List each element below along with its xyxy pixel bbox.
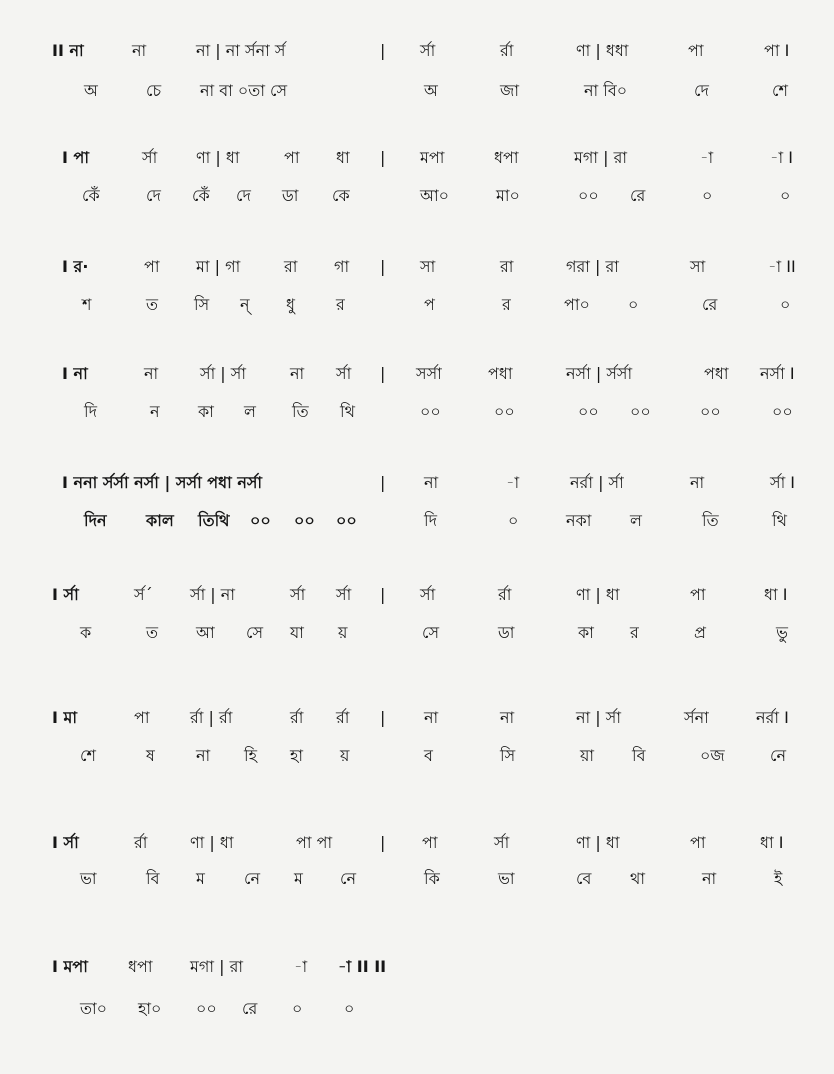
- note: র্সা: [142, 148, 158, 167]
- lyric: হা: [290, 746, 304, 765]
- notes-row: [0, 359, 834, 389]
- lyrics-row: [0, 618, 834, 648]
- lyric: কি: [424, 869, 440, 888]
- note: -া: [294, 957, 308, 976]
- lyric: ল: [630, 511, 642, 530]
- lyric: ভা: [80, 869, 97, 888]
- measure-bar: |: [380, 708, 386, 727]
- measure-bar: |: [380, 257, 386, 276]
- note: র্সা: [290, 585, 306, 604]
- lyric: হি: [244, 746, 257, 765]
- lyric: ধু: [286, 295, 295, 314]
- note: ধা I: [764, 585, 788, 604]
- note: I পা: [62, 148, 90, 167]
- lyric: আ: [196, 623, 215, 642]
- lyric: ০০: [772, 402, 793, 421]
- lyric: ডা: [282, 186, 299, 205]
- lyric: র: [630, 623, 639, 642]
- note: -া: [700, 148, 714, 167]
- note: নর্সা I: [760, 364, 795, 383]
- note: রা: [500, 257, 514, 276]
- lyric: র: [502, 295, 511, 314]
- lyric: রে: [702, 295, 718, 314]
- note: I র্সা: [52, 833, 79, 852]
- lyric: অ: [424, 81, 438, 100]
- lyric: প: [424, 295, 435, 314]
- lyric: কাল: [146, 511, 174, 530]
- note: র্সা: [336, 585, 352, 604]
- measure-bar: |: [380, 833, 386, 852]
- note: পা: [422, 833, 438, 852]
- lyric: সে: [422, 623, 440, 642]
- note: II না: [52, 41, 84, 60]
- lyric: ০: [292, 999, 303, 1018]
- lyric: ন্: [240, 295, 250, 314]
- lyric: ন: [150, 402, 160, 421]
- lyric: পা০: [564, 295, 590, 314]
- lyric: নে: [244, 869, 261, 888]
- lyrics-row: [0, 397, 834, 427]
- note: পা I: [764, 41, 790, 60]
- lyric: ০: [344, 999, 355, 1018]
- lyric: না বা ০তা সে: [200, 81, 288, 100]
- lyric: সে: [246, 623, 264, 642]
- lyric: ম: [294, 869, 303, 888]
- note: -া: [506, 473, 520, 492]
- note: গরা | রা: [566, 257, 619, 276]
- note: র্সা | র্সা: [200, 364, 246, 383]
- note: র্রা: [498, 585, 512, 604]
- note: র্সনা: [684, 708, 709, 727]
- lyric: ০০: [420, 402, 441, 421]
- note: র্সা | না: [190, 585, 235, 604]
- lyric: ০: [780, 186, 791, 205]
- lyrics-row: [0, 290, 834, 320]
- lyric: দিন: [84, 511, 107, 530]
- lyric: ০০: [700, 402, 721, 421]
- notes-row: [0, 952, 834, 982]
- lyric: ভু: [776, 623, 788, 642]
- note: ধা: [336, 148, 350, 167]
- note: না: [424, 708, 439, 727]
- note: মা | গা: [196, 257, 241, 276]
- note: র্রা: [500, 41, 514, 60]
- note: পা: [688, 41, 704, 60]
- lyric: ষ: [146, 746, 155, 765]
- lyric: আ০: [420, 186, 450, 205]
- lyric: ডা: [498, 623, 515, 642]
- lyric: বি: [632, 746, 646, 765]
- notes-row: [0, 703, 834, 733]
- lyric: নকা: [566, 511, 592, 530]
- note: ণা | ধা: [576, 585, 620, 604]
- note: না | র্সা: [576, 708, 621, 727]
- notes-row: [0, 252, 834, 282]
- note: সর্সা: [416, 364, 442, 383]
- lyric: ০০: [250, 511, 271, 530]
- note: না: [690, 473, 705, 492]
- lyric: তিথি: [198, 511, 230, 530]
- measure-bar: |: [380, 585, 386, 604]
- lyric: কেঁ: [82, 186, 100, 205]
- lyric: অ: [84, 81, 98, 100]
- lyric: প্র: [694, 623, 706, 642]
- lyric: তা০: [80, 999, 108, 1018]
- note: পা: [690, 833, 706, 852]
- note: র্সা: [420, 41, 436, 60]
- note: সা: [690, 257, 706, 276]
- note: I র্সা: [52, 585, 79, 604]
- notes-row: [0, 143, 834, 173]
- lyric: রে: [630, 186, 646, 205]
- note: I মপা: [52, 957, 88, 976]
- note: পা: [134, 708, 150, 727]
- note: -া II II: [338, 957, 387, 976]
- lyrics-row: [0, 76, 834, 106]
- note: না: [290, 364, 305, 383]
- measure-bar: |: [380, 364, 386, 383]
- measure-bar: |: [380, 473, 386, 492]
- note: ধা I: [760, 833, 784, 852]
- lyric: যা: [290, 623, 304, 642]
- note: না: [424, 473, 439, 492]
- lyric: কা: [198, 402, 214, 421]
- note: I ননা র্সর্সা নর্সা | সর্সা পধা নর্সা: [62, 473, 263, 492]
- lyric: ০০: [336, 511, 357, 530]
- note: রা: [284, 257, 298, 276]
- lyric: সি: [194, 295, 210, 314]
- note: নর্রা | র্সা: [570, 473, 624, 492]
- note: মগা | রা: [574, 148, 628, 167]
- lyric: ভা: [498, 869, 515, 888]
- lyric: না: [196, 746, 211, 765]
- lyric: ক: [80, 623, 92, 642]
- lyrics-row: [0, 741, 834, 771]
- notes-row: [0, 468, 834, 498]
- lyrics-row: [0, 181, 834, 211]
- lyric: বে: [576, 869, 592, 888]
- lyric: ই: [774, 869, 783, 888]
- lyric: দি: [424, 511, 437, 530]
- lyric: চে: [146, 81, 162, 100]
- lyric: কেঁ: [192, 186, 210, 205]
- note: -া I: [770, 148, 793, 167]
- note: ধপা: [494, 148, 519, 167]
- notes-row: [0, 828, 834, 858]
- note: না | না র্সনা র্স: [196, 41, 286, 60]
- note: সা: [420, 257, 436, 276]
- lyric: য়: [340, 746, 350, 765]
- measure-bar: |: [380, 41, 386, 60]
- lyric: বি: [146, 869, 160, 888]
- note: র্সা: [494, 833, 510, 852]
- lyric: থি: [772, 511, 787, 530]
- measure-bar: |: [380, 148, 386, 167]
- lyric: য়া: [580, 746, 595, 765]
- lyric: দি: [84, 402, 97, 421]
- note: পা পা: [296, 833, 333, 852]
- lyric: ত: [146, 623, 159, 642]
- lyric: ০০: [294, 511, 315, 530]
- note: ণা | ধধা: [576, 41, 629, 60]
- lyrics-row: [0, 994, 834, 1024]
- note: -া II: [768, 257, 796, 276]
- note: মগা | রা: [190, 957, 244, 976]
- lyric: মা০: [496, 186, 520, 205]
- note: র্রা | র্রা: [190, 708, 233, 727]
- note: র্সা: [420, 585, 436, 604]
- note: পধা: [488, 364, 513, 383]
- lyric: য়: [338, 623, 348, 642]
- lyrics-row: [0, 506, 834, 536]
- note: I না: [62, 364, 88, 383]
- note: I র·: [62, 257, 89, 276]
- note: র্সা I: [770, 473, 796, 492]
- lyric: জা: [500, 81, 519, 100]
- note: মপা: [420, 148, 445, 167]
- note: ণা | ধা: [576, 833, 620, 852]
- lyrics-row: [0, 864, 834, 894]
- lyric: কা: [578, 623, 594, 642]
- note: নর্রা I: [756, 708, 789, 727]
- lyric: ০০: [494, 402, 515, 421]
- lyric: ০০: [578, 402, 599, 421]
- lyric: ০: [780, 295, 791, 314]
- note: না: [144, 364, 159, 383]
- lyric: শে: [772, 81, 788, 100]
- lyric: ০জ: [700, 746, 725, 765]
- lyric: ০: [702, 186, 713, 205]
- lyric: থা: [630, 869, 646, 888]
- lyric: ০০: [578, 186, 599, 205]
- lyric: ত: [146, 295, 159, 314]
- lyric: ০: [508, 511, 519, 530]
- note: র্সা: [336, 364, 352, 383]
- lyric: দে: [146, 186, 161, 205]
- lyric: ০: [628, 295, 639, 314]
- note: গা: [334, 257, 350, 276]
- lyric: না: [702, 869, 717, 888]
- note: পা: [690, 585, 706, 604]
- notes-row: [0, 580, 834, 610]
- lyric: হা০: [138, 999, 162, 1018]
- note: পা: [144, 257, 160, 276]
- note: ণা | ধা: [196, 148, 240, 167]
- note: I মা: [52, 708, 78, 727]
- lyric: ব: [424, 746, 433, 765]
- lyric: ল: [244, 402, 256, 421]
- note: ণা | ধা: [190, 833, 234, 852]
- note: র্স´: [134, 585, 153, 604]
- note: পধা: [704, 364, 729, 383]
- lyric: থি: [340, 402, 355, 421]
- lyric: দে: [236, 186, 251, 205]
- lyric: ম: [196, 869, 205, 888]
- lyric: না বি০: [584, 81, 628, 100]
- note: র্রা: [134, 833, 148, 852]
- lyric: তি: [292, 402, 309, 421]
- lyric: সি: [500, 746, 516, 765]
- note: ধপা: [128, 957, 153, 976]
- note: না: [500, 708, 515, 727]
- lyric: ০০: [196, 999, 217, 1018]
- lyric: রে: [242, 999, 258, 1018]
- notes-row: [0, 36, 834, 66]
- note: র্রা: [290, 708, 304, 727]
- lyric: নে: [340, 869, 357, 888]
- lyric: ০০: [630, 402, 651, 421]
- lyric: র: [336, 295, 345, 314]
- lyric: শে: [80, 746, 96, 765]
- lyric: দে: [694, 81, 709, 100]
- note: র্রা: [336, 708, 350, 727]
- lyric: নে: [770, 746, 787, 765]
- lyric: শ: [82, 295, 92, 314]
- note: নর্সা | র্সর্সা: [566, 364, 633, 383]
- lyric: কে: [332, 186, 350, 205]
- lyric: তি: [702, 511, 719, 530]
- note: না: [132, 41, 147, 60]
- note: পা: [284, 148, 300, 167]
